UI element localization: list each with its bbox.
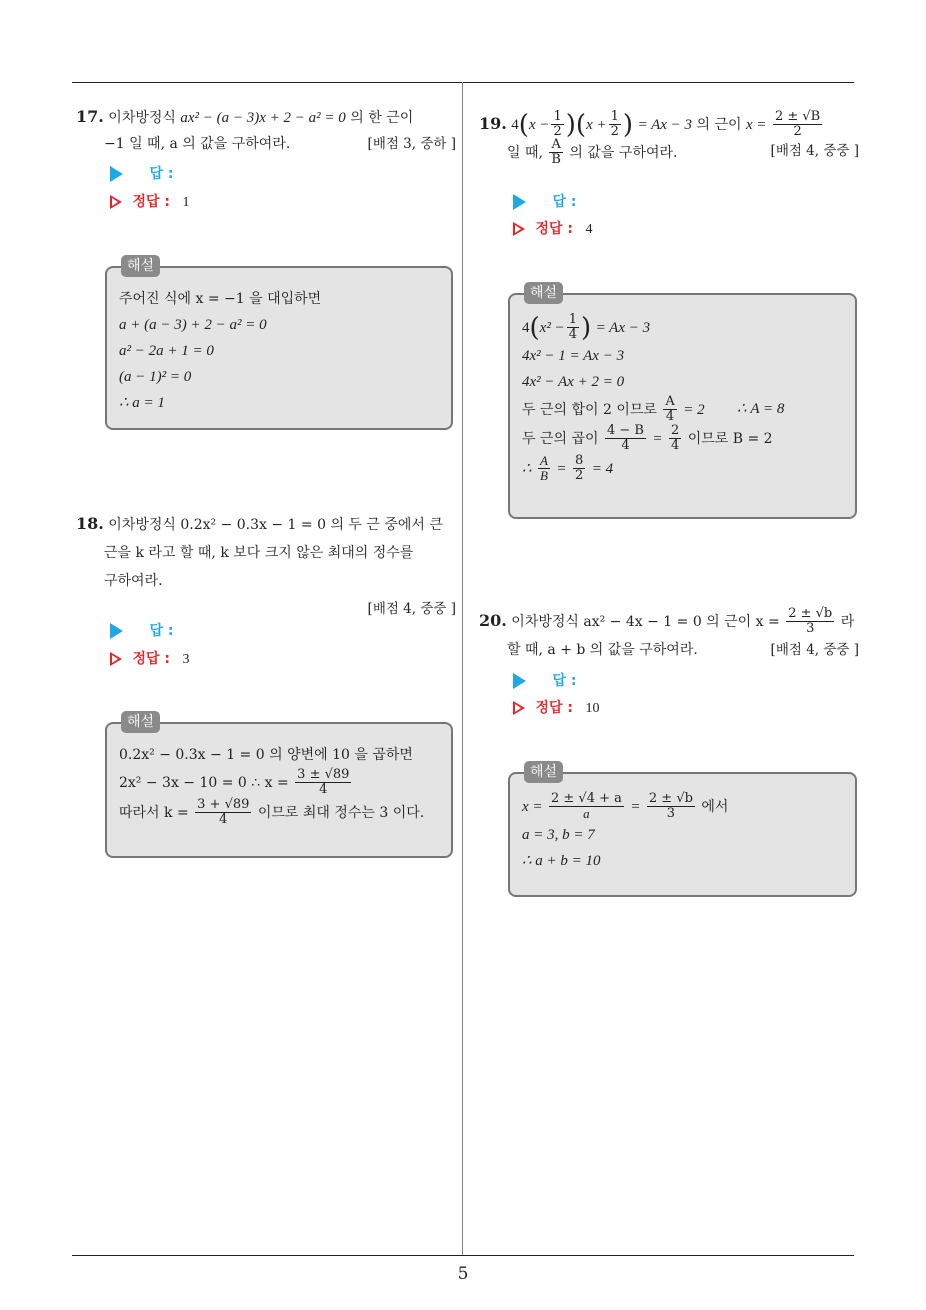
fraction: $\frac{2 \pm √4 + a}{a}$ (550, 791, 622, 822)
blue-triangle-icon (110, 623, 123, 639)
top-rule (72, 82, 854, 83)
blue-triangle-icon (110, 166, 123, 182)
correct-value: 3 (182, 652, 190, 667)
solution-box (508, 764, 857, 897)
bottom-rule (72, 1255, 854, 1256)
solution-line: a + (a − 3) + 2 − a² = 0 (119, 317, 267, 333)
fraction: $\frac{A}{B}$ (551, 136, 561, 167)
problem-text: 할 때, a + b 의 값을 구하여라. (507, 641, 698, 658)
solution-line: x = $\frac{2 \pm √4 + a}{a}$ = $\frac{2 \pm √b}{3}$ 에서 (522, 791, 729, 822)
solution-box (105, 258, 453, 430)
solution-line: ∴ a + b = 10 (522, 852, 601, 869)
solution-line: 따라서 k = $\frac{3 + √89}{4}$ 이므로 최대 정수는 3 이다. (119, 796, 425, 827)
fraction: $\frac{3 + √89}{4}$ (197, 796, 250, 827)
fraction: $\frac{3 \pm √89}{4}$ (297, 767, 350, 798)
fraction: $\frac{A}{4}$ (665, 393, 675, 424)
answer-row (110, 621, 173, 641)
correct-answer-row (513, 219, 592, 240)
problem-number: 19. (479, 113, 507, 133)
fraction: $\frac{1}{4}$ (568, 312, 577, 343)
score-label: [배점 4, 중중 ] (770, 641, 859, 658)
problem-20: 20. 이차방정식 ax² − 4x − 1 = 0 의 근이 x = $\frac{2 \pm √b}{3}$ 라 할 때, a + b 의 값을 구하여라. [배점 4, 중중 ] (479, 607, 859, 663)
solution-line: ∴ $\frac{A}{B}$ = $\frac{8}{2}$ = 4 (522, 452, 614, 484)
problem-19: 19. 4(x − $\frac{1}{2}$ )(x + $\frac{1}{2}$ ) = Ax − 3 의 근이 x = $\frac{2 \pm √B}{2}$ 일 때, $\frac{A}{B}$ 의 값을 구하여라. [배점 4, 중중 ] (479, 109, 859, 167)
answer-row (110, 164, 173, 184)
blue-triangle-icon (513, 673, 526, 689)
solution-line: a² − 2a + 1 = 0 (119, 343, 214, 359)
answer-row (513, 192, 576, 212)
solution-box (508, 285, 857, 519)
problem-text: 근을 k 라고 할 때, k 보다 크지 않은 최대의 정수를 (104, 545, 414, 561)
solution-box (105, 714, 453, 858)
red-triangle-icon (110, 652, 122, 666)
correct-label: 정답 : (132, 651, 170, 667)
problem-17: 17. 이차방정식 ax² − (a − 3)x + 2 − a² = 0 의 한 근이 −1 일 때, a 의 값을 구하여라. [배점 3, 중하 ] (76, 104, 456, 157)
fraction: $\frac{1}{2}$ (553, 109, 562, 140)
solution-tag: 해설 (121, 255, 160, 277)
score-label: [배점 3, 중하 ] (367, 136, 456, 152)
red-triangle-icon (513, 222, 525, 236)
page-number: 5 (457, 1264, 469, 1284)
solution-tag: 해설 (524, 761, 563, 783)
solution-line: 두 근의 합이 2 이므로 $\frac{A}{4}$ = 2 ∴ A = 8 (522, 393, 785, 424)
column-divider (462, 82, 463, 1255)
correct-answer-row (110, 192, 189, 213)
score-label: [배점 4, 중중 ] (770, 142, 859, 159)
fraction: $\frac{2 \pm √b}{3}$ (788, 606, 833, 637)
correct-label: 정답 : (132, 194, 170, 210)
score-label: [배점 4, 중중 ] (367, 601, 456, 617)
blue-triangle-icon (513, 194, 526, 210)
answer-label: 답 : (149, 623, 174, 639)
problem-18 (76, 510, 456, 623)
problem-number: 20. (479, 610, 507, 630)
solution-line: 4x² − 1 = Ax − 3 (522, 347, 625, 364)
solution-line: ∴ a = 1 (119, 395, 165, 411)
fraction: $\frac{2}{4}$ (671, 423, 680, 454)
problem-text: −1 일 때, a 의 값을 구하여라. (104, 136, 291, 152)
correct-answer-row (110, 649, 189, 670)
solution-tag: 해설 (524, 282, 563, 304)
correct-label: 정답 : (535, 221, 573, 237)
solution-line: 2x² − 3x − 10 = 0 ∴ x = $\frac{3 \pm √89}{4}$ (119, 767, 350, 798)
correct-label: 정답 : (535, 700, 573, 716)
solution-line: 4(x² − $\frac{1}{4}$ ) = Ax − 3 (522, 312, 651, 343)
problem-text: 구하여라. (104, 573, 163, 589)
correct-answer-row (513, 698, 599, 719)
correct-value: 1 (182, 195, 190, 210)
problem-number: 18. (76, 514, 104, 533)
fraction: $\frac{4 - B}{4}$ (606, 423, 644, 454)
fraction: $\frac{1}{2}$ (610, 109, 619, 140)
solution-line: 4x² − Ax + 2 = 0 (522, 373, 625, 390)
fraction: $\frac{2 \pm √B}{2}$ (774, 109, 821, 140)
correct-value: 4 (585, 222, 593, 237)
answer-label: 답 : (552, 673, 577, 689)
solution-line: a = 3, b = 7 (522, 826, 595, 843)
answer-row (513, 671, 576, 691)
solution-line: 두 근의 곱이 $\frac{4 - B}{4}$ = $\frac{2}{4}$ 이므로 B = 2 (522, 423, 773, 454)
fraction: $\frac{A}{B}$ (540, 452, 548, 484)
solution-line: (a − 1)² = 0 (119, 369, 192, 385)
answer-label: 답 : (149, 166, 174, 182)
fraction: $\frac{8}{2}$ (574, 452, 584, 484)
red-triangle-icon (513, 701, 525, 715)
problem-number: 17. (76, 107, 104, 126)
solution-tag: 해설 (121, 711, 160, 733)
solution-line: 0.2x² − 0.3x − 1 = 0 의 양변에 10 을 곱하면 (119, 747, 413, 763)
equation: ax² − (a − 3)x + 2 − a² = 0 (180, 110, 346, 126)
red-triangle-icon (110, 195, 122, 209)
correct-value: 10 (585, 701, 600, 716)
problem-text: 이차방정식 0.2x² − 0.3x − 1 = 0 의 두 근 중에서 큰 (108, 517, 443, 533)
answer-label: 답 : (552, 194, 577, 210)
solution-line: 주어진 식에 x = −1 을 대입하면 (119, 291, 322, 307)
fraction: $\frac{2 \pm √b}{3}$ (648, 791, 693, 822)
